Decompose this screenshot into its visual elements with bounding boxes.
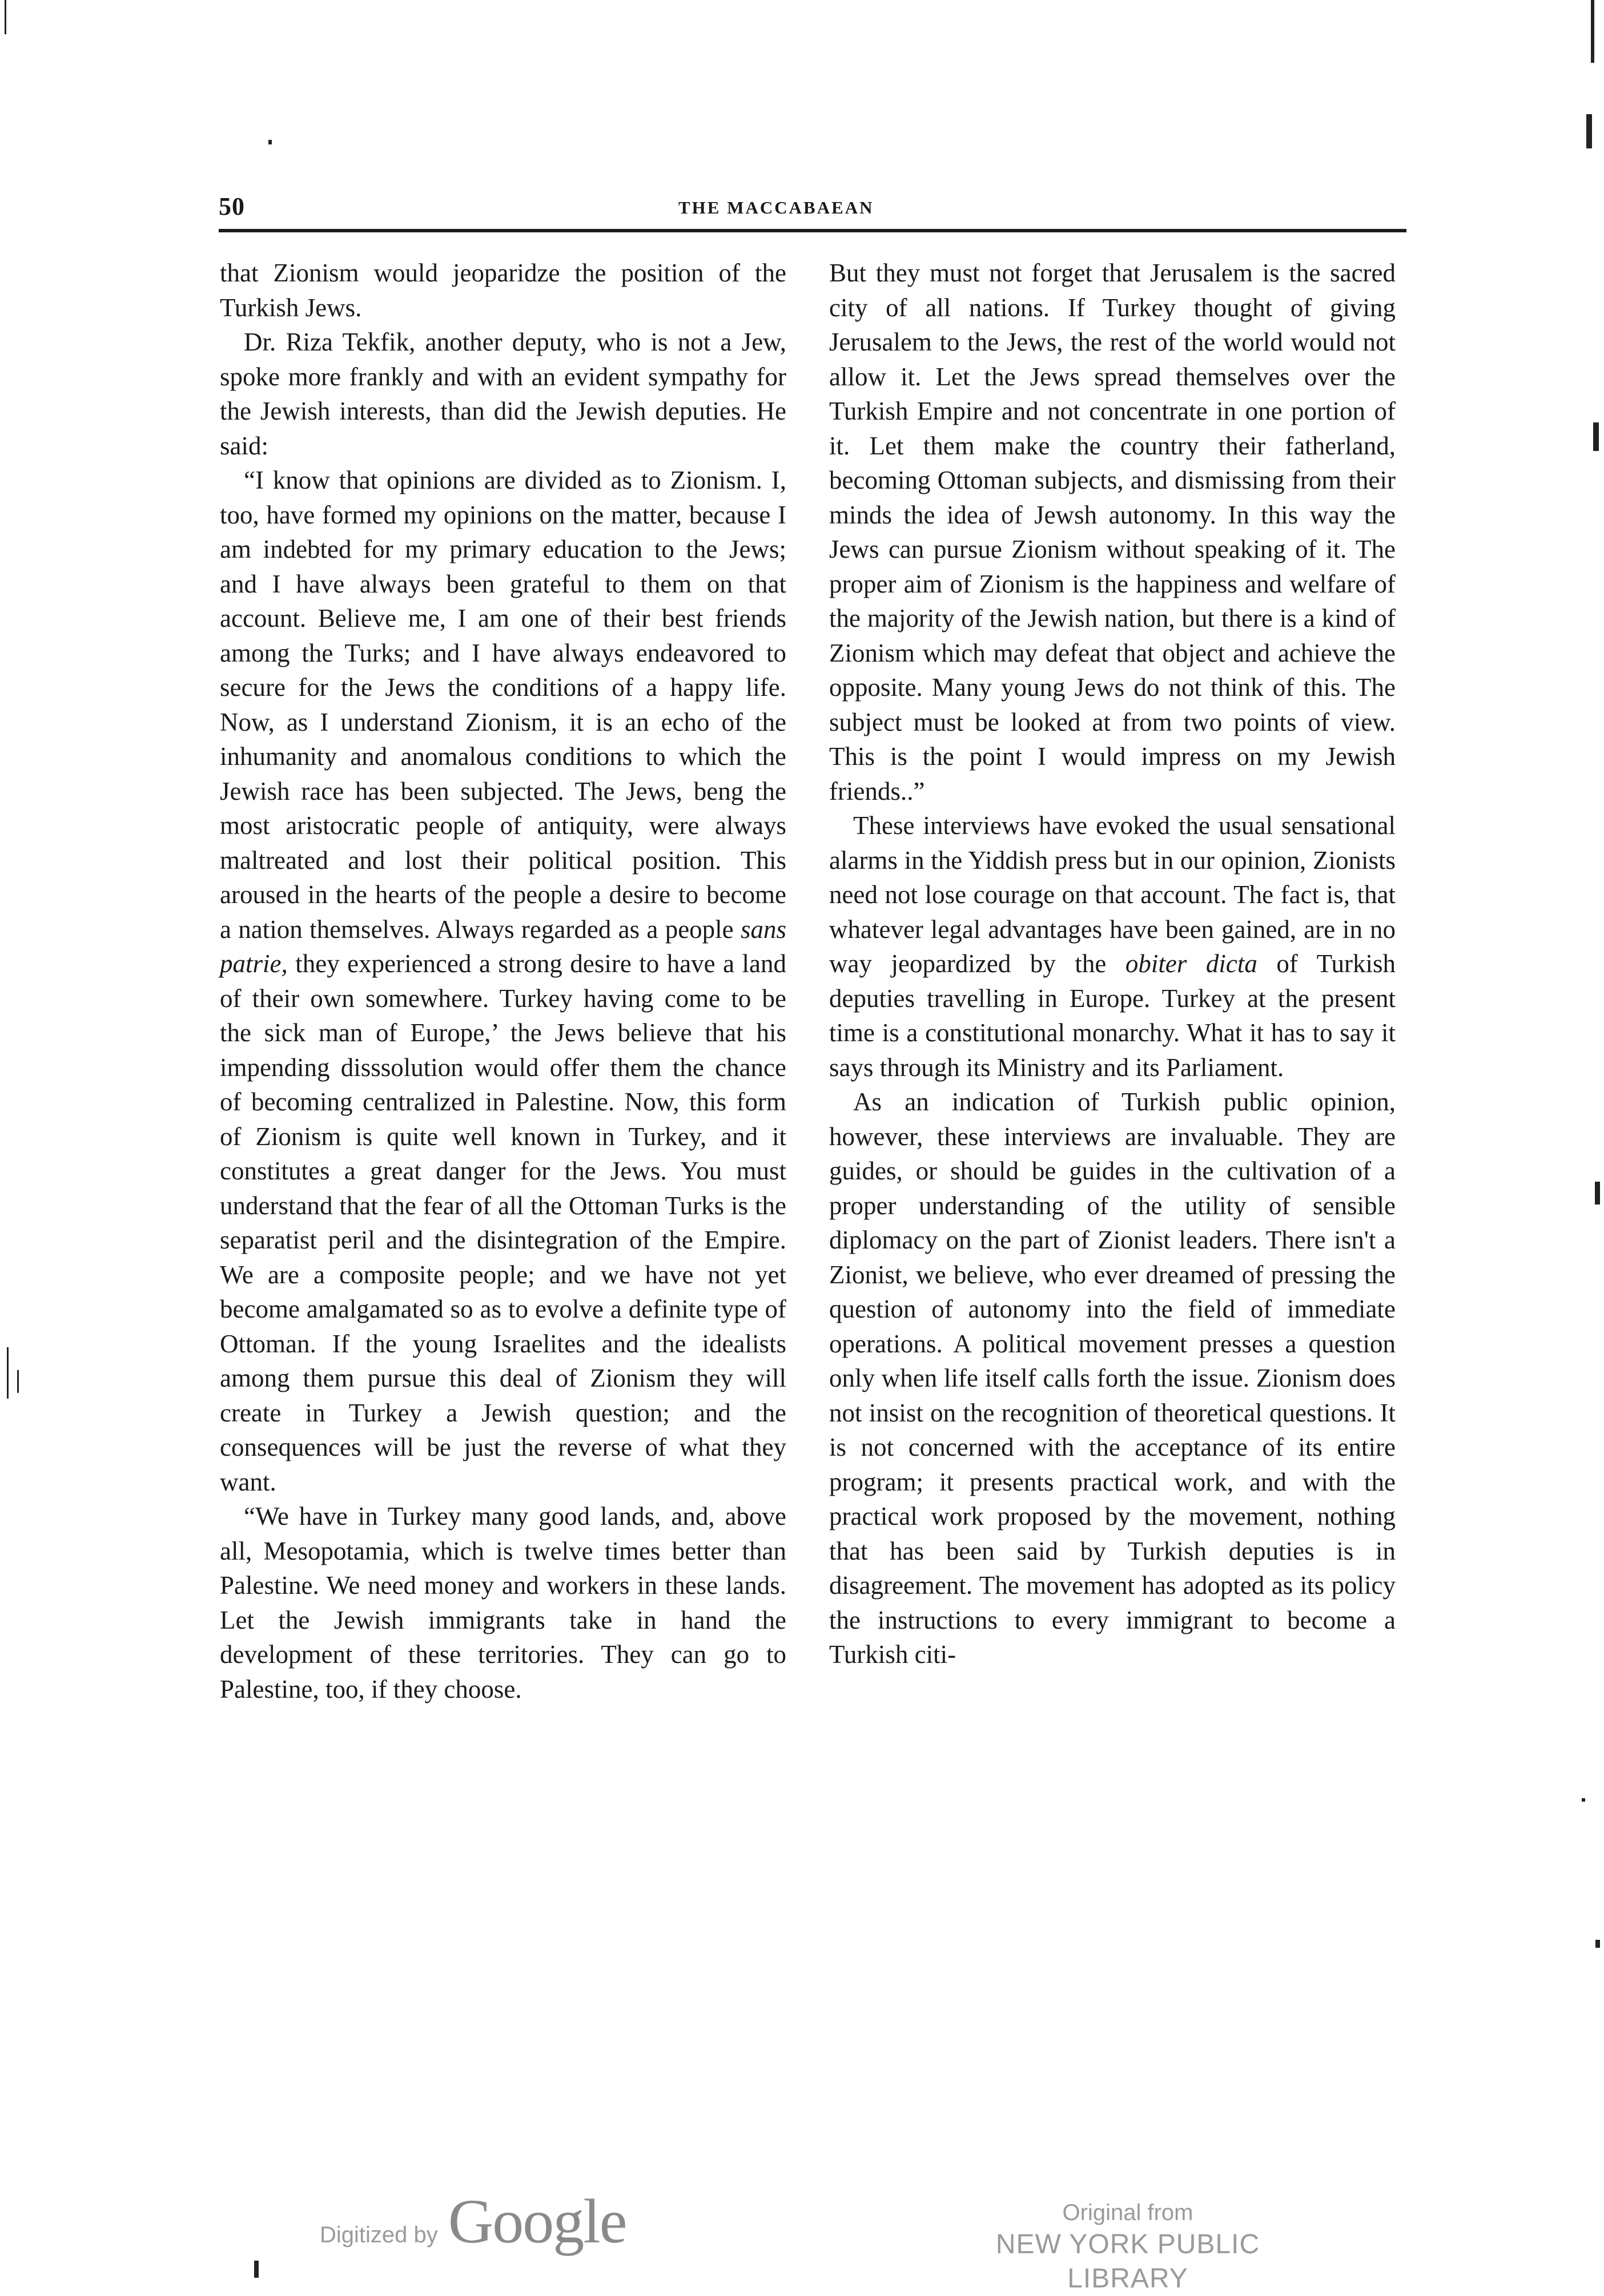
scan-edge-mark bbox=[1593, 422, 1599, 451]
italic-phrase: obiter dicta bbox=[1125, 949, 1257, 978]
paragraph-text: of Turkish deputies travelling in Europe. Turkey at the present time is a constitutional monarchy. What it has to say it says through its Ministry and its Parliament. bbox=[829, 949, 1396, 1082]
paragraph: Dr. Riza Tekfik, another deputy, who is not a Jew, spoke more frankly and with an evident sympathy for the Jewish interests, than did the Jewish deputies. He said: bbox=[220, 328, 786, 460]
scan-speck bbox=[254, 2261, 259, 2278]
paragraph bbox=[829, 808, 1396, 1085]
paragraph bbox=[220, 463, 786, 1499]
scan-edge-mark bbox=[1595, 1182, 1600, 1205]
right-column bbox=[829, 256, 1396, 1672]
google-logo: Google bbox=[448, 2186, 626, 2256]
left-column bbox=[220, 256, 786, 1706]
digitized-by-watermark bbox=[320, 2185, 626, 2258]
scan-edge-mark bbox=[1586, 114, 1592, 148]
scan-speck bbox=[1582, 1798, 1585, 1802]
page-number: 50 bbox=[219, 192, 245, 220]
scan-edge-mark bbox=[1591, 0, 1594, 63]
library-watermark bbox=[942, 2198, 1313, 2296]
scan-edge-mark bbox=[1595, 1940, 1600, 1948]
digitized-by-label: Digitized by bbox=[320, 2222, 438, 2247]
paragraph: But they must not forget that Jerusalem is the sacred city of all nations. If Turkey thought of giving Jerusalem to the Jews, the rest of the world would not allow it. Let the Jews spread themselves over the Turkish Empire and not concentrate in one portion of it. Let them make the country their fatherland, becoming Ottoman subjects, and dismissing from their minds the idea of Jewsh autonomy. In this way the Jews can pursue Zionism without speaking of it. The proper aim of Zionism is the happiness and welfare of the majority of the Jewish nation, but there is a kind of Zionism which may defeat that object and achieve the opposite. Many young Jews do not think of this. The subject must be looked at from two points of view. This is the point I would impress on my Jewish friends..” bbox=[829, 259, 1396, 805]
paragraph-text: “I know that opinions are divided as to Zionism. I, too, have formed my opinions on the matter, because I am indebted for my primary education to the Jews; and I have always been grateful to them on that account. Believe me, I am one of their best friends among the Turks; and I have always endeavored to secure for the Jews the conditions of a happy life. Now, as I understand Zionism, it is an echo of the inhumanity and anomalous conditions to which the Jewish race has been subjected. The Jews, beng the most aristocratic people of antiquity, were always maltreated and lost their political position. This aroused in the hearts of the people a desire to become a nation themselves. Always regarded as a people bbox=[220, 466, 786, 944]
scan-edge-mark bbox=[7, 1347, 9, 1399]
scan-edge-mark bbox=[5, 0, 6, 34]
library-name: NEW YORK PUBLIC LIBRARY bbox=[995, 2229, 1260, 2294]
paragraph-text: they experienced a strong desire to have a land of their own somewhere. Turkey having come to be the sick man of Europe,’ the Jews believe that his impending disssolution would offer them the chance of becoming centralized in Palestine. Now, this form of Zionism is quite well known in Turkey, and it constitutes a great danger for the Jews. You must understand that the fear of all the Ottoman Turks is the separatist peril and the disintegration of the Empire. We are a composite people; and we have not yet become amalgamated so as to evolve a definite type of Ottoman. If the young Israelites and the idealists among them pursue this deal of Zionism they will create in Turkey a Jewish question; and the consequences will be just the reverse of what they want. bbox=[220, 949, 787, 1496]
paragraph-text: These interviews have evoked the usual sensational alarms in the Yiddish press but in our opinion, Zionists need not lose courage on that account. The fact is, that whatever legal advantages have been gained, are in no way jeopardized by the bbox=[829, 811, 1396, 978]
scan-speck bbox=[268, 140, 272, 144]
paragraph: As an indication of Turkish public opinion, however, these interviews are invaluable. They are guides, or should be guides in the cultivation of a proper understanding of the utility of sensible diplomacy on the part of Zionist leaders. There isn't a Zionist, we believe, who ever dreamed of pressing the question of autonomy into the field of immediate operations. A political movement presses a question only when life itself calls forth the issue. Zionism does not insist on the recognition of theoretical questions. It is not concerned with the acceptance of its entire program; it presents practical work, and with the practical work proposed by the movement, nothing that has been said by Turkish deputies is in disagreement. The movement has adopted as its policy the instructions to every immigrant to become a Turkish citi- bbox=[829, 1087, 1396, 1669]
scan-edge-mark bbox=[17, 1370, 19, 1393]
header-rule bbox=[219, 229, 1406, 232]
paragraph: “We have in Turkey many good lands, and, above all, Mesopotamia, which is twelve times better than Palestine. We need money and workers in these lands. Let the Jewish immigrants take in hand the development of these territories. They can go to Palestine, too, if they choose. bbox=[220, 1502, 786, 1703]
paragraph: that Zionism would jeoparidze the position of the Turkish Jews. bbox=[220, 259, 786, 322]
italic-phrase: sans patrie, bbox=[220, 915, 787, 978]
original-from-label: Original from bbox=[1062, 2200, 1193, 2225]
running-title: THE MACCABAEAN bbox=[678, 198, 874, 217]
